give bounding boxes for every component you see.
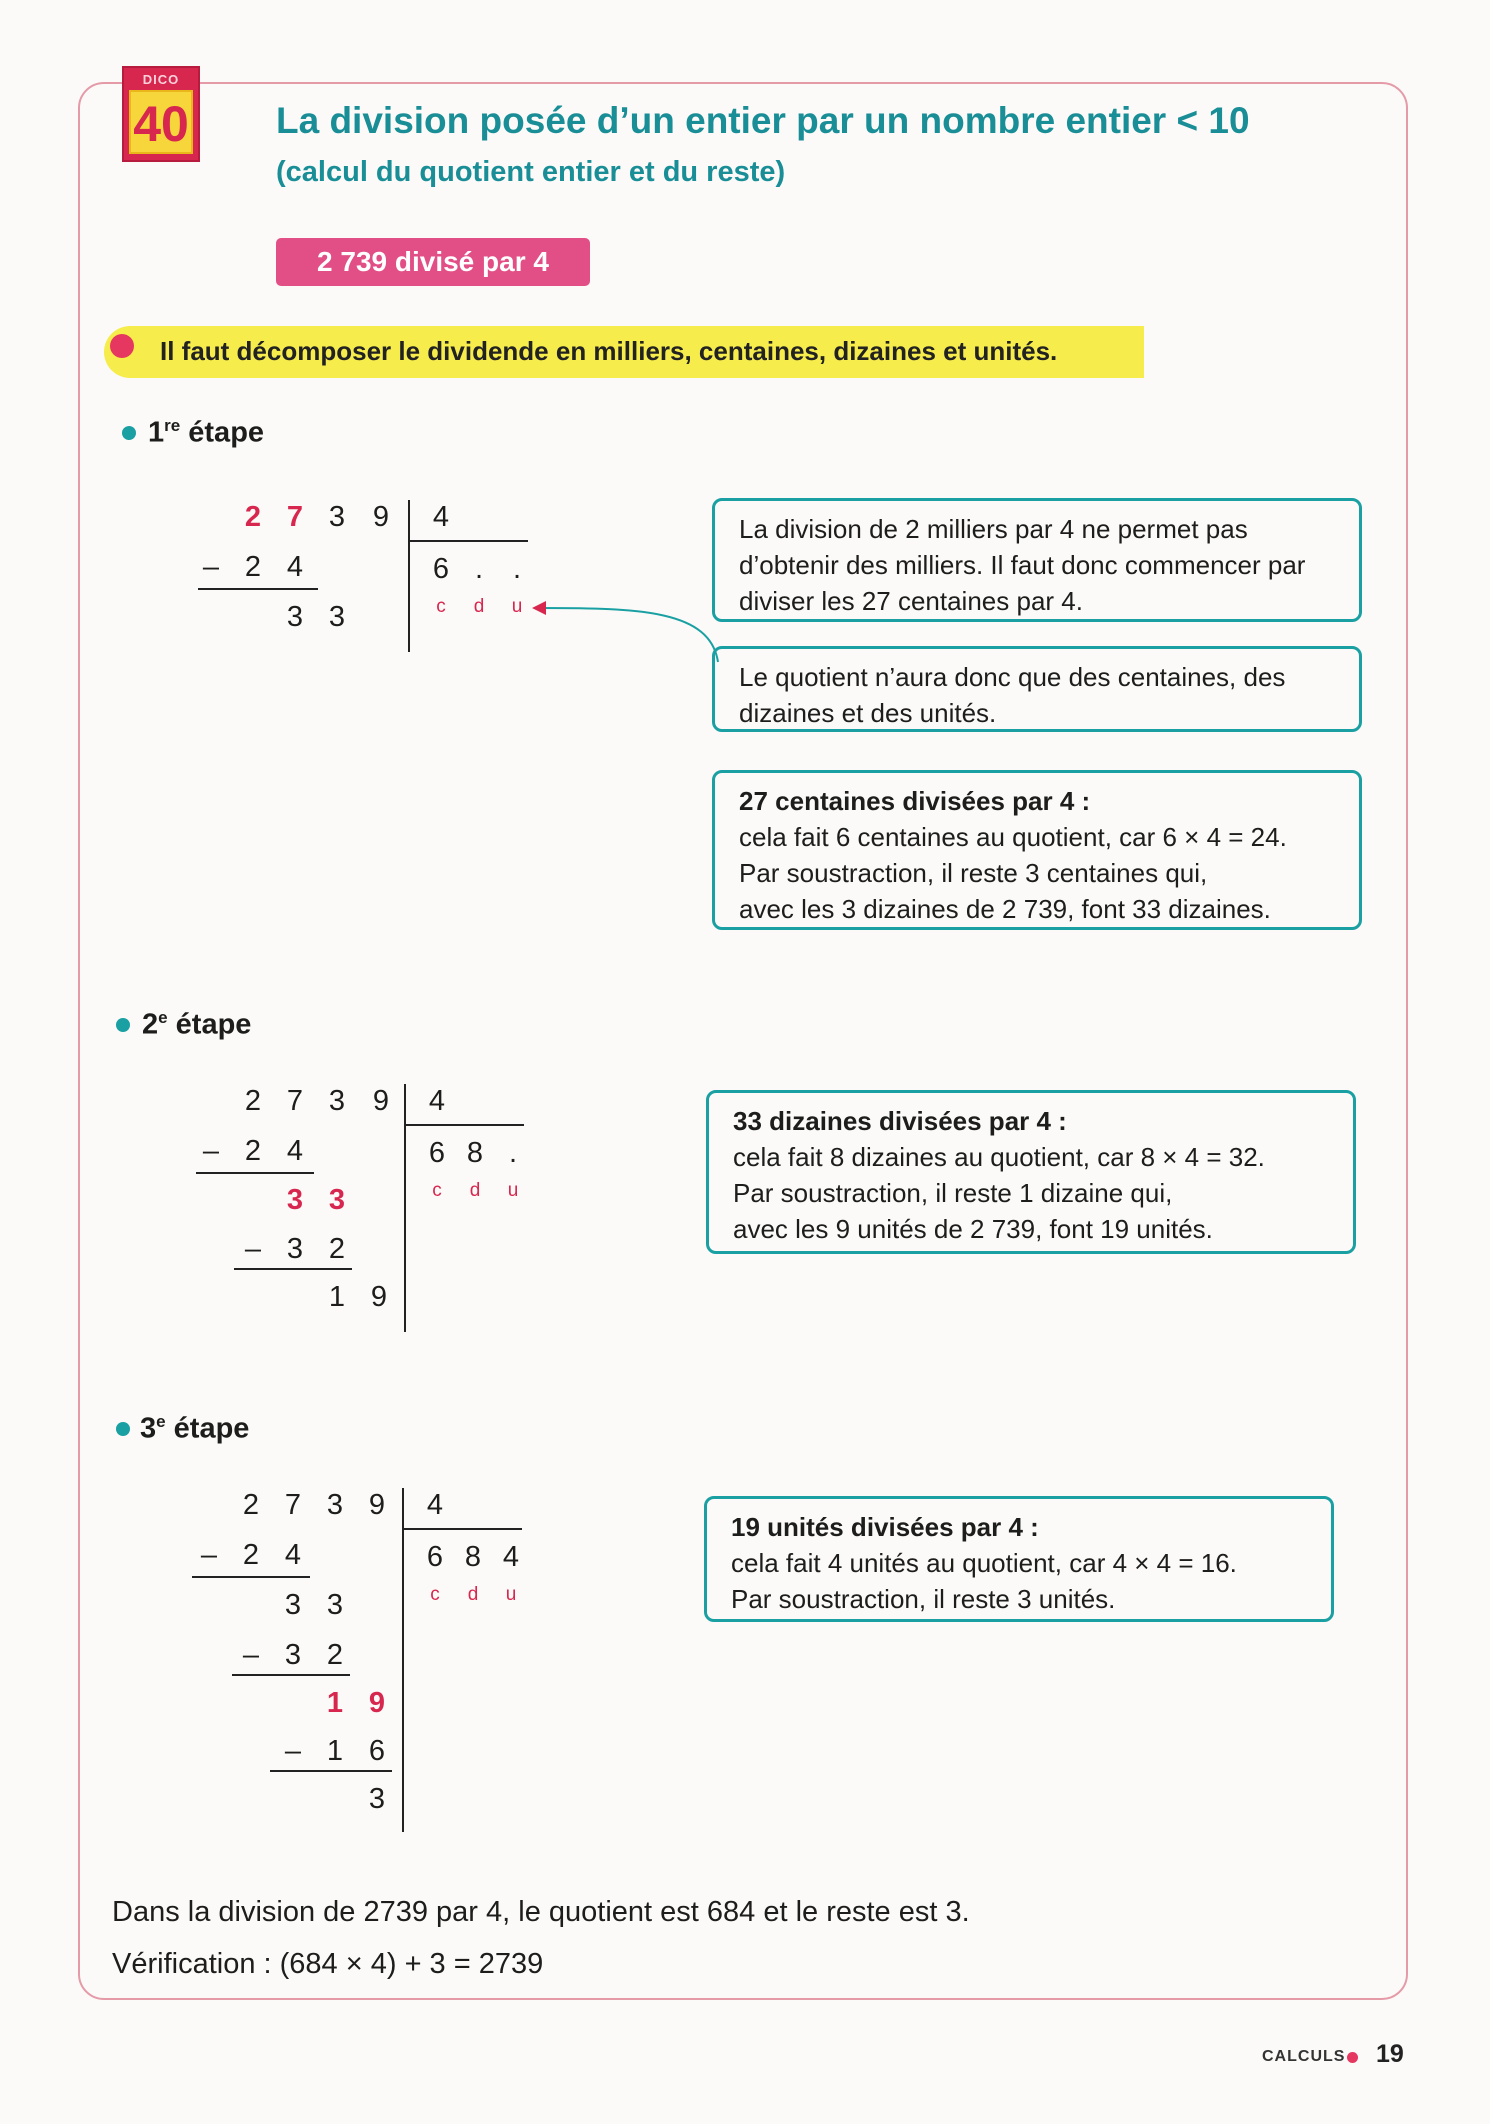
subtrahend-digit: 4 <box>286 551 304 583</box>
minus-sign: – <box>242 1639 260 1671</box>
detail-title: 33 dizaines divisées par 4 : <box>733 1106 1067 1136</box>
subtraction-line <box>270 1770 392 1772</box>
detail-line: Par soustraction, il reste 1 dizaine qui, <box>733 1178 1173 1208</box>
remainder-digit: 3 <box>286 601 304 633</box>
subtraction-line <box>192 1576 310 1578</box>
bullet-icon <box>110 334 134 358</box>
subtrahend-digit: 4 <box>286 1135 304 1167</box>
explanation-box: La division de 2 milliers par 4 ne permet pas d’obtenir des milliers. Il faut donc commencer par diviser les 27 centaines par 4. <box>712 498 1362 622</box>
subtrahend-digit: 2 <box>326 1639 344 1671</box>
place-label: d <box>473 596 485 617</box>
subtraction-line <box>234 1268 352 1270</box>
explanation-box: Le quotient n’aura donc que des centaines, des dizaines et des unités. <box>712 646 1362 732</box>
subtraction-line <box>232 1674 350 1676</box>
step-heading <box>142 1008 251 1042</box>
dividend-digit: 3 <box>326 1489 344 1521</box>
dividend-digit: 3 <box>328 1085 346 1117</box>
quotient-digit: 8 <box>466 1137 484 1169</box>
remainder-digit: 3 <box>328 1184 346 1216</box>
place-label: u <box>511 596 523 617</box>
quotient-digit: 6 <box>432 553 450 585</box>
division-bar <box>404 1084 406 1332</box>
dividend-digit: 3 <box>328 501 346 533</box>
example-pill: 2 739 divisé par 4 <box>276 238 590 286</box>
step-word: étape <box>180 416 265 449</box>
detail-line: Par soustraction, il reste 3 centaines qui, <box>739 858 1208 888</box>
step-ordinal: e <box>158 1008 168 1027</box>
place-label: u <box>507 1180 519 1201</box>
place-label: d <box>467 1584 479 1605</box>
badge-label: DICO <box>142 72 180 87</box>
step-word: étape <box>165 1412 250 1445</box>
step-ordinal: re <box>164 416 181 435</box>
place-label: c <box>432 1180 442 1201</box>
subtrahend-digit: 4 <box>284 1539 302 1571</box>
dico-badge <box>122 66 200 162</box>
subtrahend-digit: 6 <box>368 1735 386 1767</box>
dividend-digit: 9 <box>372 501 390 533</box>
remainder-digit: 9 <box>370 1281 388 1313</box>
dividend-digit: 9 <box>372 1085 390 1117</box>
minus-sign: – <box>202 551 220 583</box>
quotient-digit: 4 <box>502 1541 520 1573</box>
dividend-digit: 2 <box>244 1085 262 1117</box>
step-number: 2 <box>142 1008 159 1041</box>
quotient-digit: 8 <box>464 1541 482 1573</box>
detail-line: cela fait 4 unités au quotient, car 4 × 4 = 16. <box>731 1548 1237 1578</box>
detail-line: cela fait 6 centaines au quotient, car 6 × 4 = 24. <box>739 822 1287 852</box>
place-label: c <box>436 596 446 617</box>
step-number: 1 <box>148 416 165 449</box>
dividend-digit: 2 <box>244 501 262 533</box>
quotient-digit: . <box>512 553 522 585</box>
remainder-digit: 1 <box>328 1281 346 1313</box>
remainder-digit: 3 <box>328 601 346 633</box>
minus-sign: – <box>202 1135 220 1167</box>
section-label: CALCULS <box>1262 2048 1346 2065</box>
dividend-digit: 7 <box>286 1085 304 1117</box>
page-number: 19 <box>1376 2040 1404 2068</box>
bullet-icon <box>116 1422 130 1436</box>
quotient-digit: 6 <box>426 1541 444 1573</box>
page-title: La division posée d’un entier par un nombre entier < 10 <box>276 100 1250 141</box>
step-ordinal: e <box>156 1412 166 1431</box>
divisor-underline <box>402 1528 522 1530</box>
step-heading <box>140 1412 249 1446</box>
divisor: 4 <box>428 1085 446 1117</box>
detail-box <box>704 1496 1334 1622</box>
subtrahend-digit: 2 <box>244 1135 262 1167</box>
step-word: étape <box>167 1008 252 1041</box>
place-label: d <box>469 1180 481 1201</box>
rule-text: Il faut décomposer le dividende en milliers, centaines, dizaines et unités. <box>160 336 1058 366</box>
minus-sign: – <box>244 1233 262 1265</box>
badge-number: 40 <box>129 90 193 154</box>
dividend-digit: 2 <box>242 1489 260 1521</box>
detail-box <box>706 1090 1356 1254</box>
bullet-icon <box>116 1018 130 1032</box>
divisor-underline <box>408 540 528 542</box>
remainder-digit: 1 <box>326 1687 344 1719</box>
bullet-icon <box>122 426 136 440</box>
footer-dot-icon <box>1347 2052 1358 2063</box>
arrow-icon <box>520 590 720 670</box>
detail-box <box>712 770 1362 930</box>
dividend-digit: 9 <box>368 1489 386 1521</box>
subtrahend-digit: 3 <box>284 1639 302 1671</box>
subtrahend-digit: 3 <box>286 1233 304 1265</box>
detail-title: 27 centaines divisées par 4 : <box>739 786 1091 816</box>
remainder-digit: 3 <box>286 1184 304 1216</box>
final-remainder: 3 <box>368 1783 386 1815</box>
detail-line: Par soustraction, il reste 3 unités. <box>731 1584 1116 1614</box>
divisor: 4 <box>426 1489 444 1521</box>
subtraction-line <box>196 1172 314 1174</box>
dividend-digit: 7 <box>284 1489 302 1521</box>
step-number: 3 <box>140 1412 157 1445</box>
minus-sign: – <box>284 1735 302 1767</box>
subtrahend-digit: 1 <box>326 1735 344 1767</box>
subtrahend-digit: 2 <box>244 551 262 583</box>
place-label: u <box>505 1584 517 1605</box>
detail-line: avec les 9 unités de 2 739, font 19 unités. <box>733 1214 1213 1244</box>
subtrahend-digit: 2 <box>328 1233 346 1265</box>
subtraction-line <box>198 588 318 590</box>
detail-line: cela fait 8 dizaines au quotient, car 8 × 4 = 32. <box>733 1142 1265 1172</box>
quotient-digit: 6 <box>428 1137 446 1169</box>
conclusion-text: Dans la division de 2739 par 4, le quotient est 684 et le reste est 3. <box>112 1896 970 1928</box>
place-label: c <box>430 1584 440 1605</box>
step-heading <box>148 416 264 450</box>
remainder-digit: 9 <box>368 1687 386 1719</box>
division-bar <box>402 1488 404 1832</box>
division-bar <box>408 500 410 652</box>
quotient-digit: . <box>508 1137 518 1169</box>
dividend-digit: 7 <box>286 501 304 533</box>
divisor: 4 <box>432 501 450 533</box>
page-subtitle: (calcul du quotient entier et du reste) <box>276 156 786 188</box>
minus-sign: – <box>200 1539 218 1571</box>
remainder-digit: 3 <box>326 1589 344 1621</box>
remainder-digit: 3 <box>284 1589 302 1621</box>
quotient-digit: . <box>474 553 484 585</box>
subtrahend-digit: 2 <box>242 1539 260 1571</box>
divisor-underline <box>404 1124 524 1126</box>
detail-line: avec les 3 dizaines de 2 739, font 33 dizaines. <box>739 894 1271 924</box>
detail-title: 19 unités divisées par 4 : <box>731 1512 1039 1542</box>
verification-text: Vérification : (684 × 4) + 3 = 2739 <box>112 1948 544 1980</box>
